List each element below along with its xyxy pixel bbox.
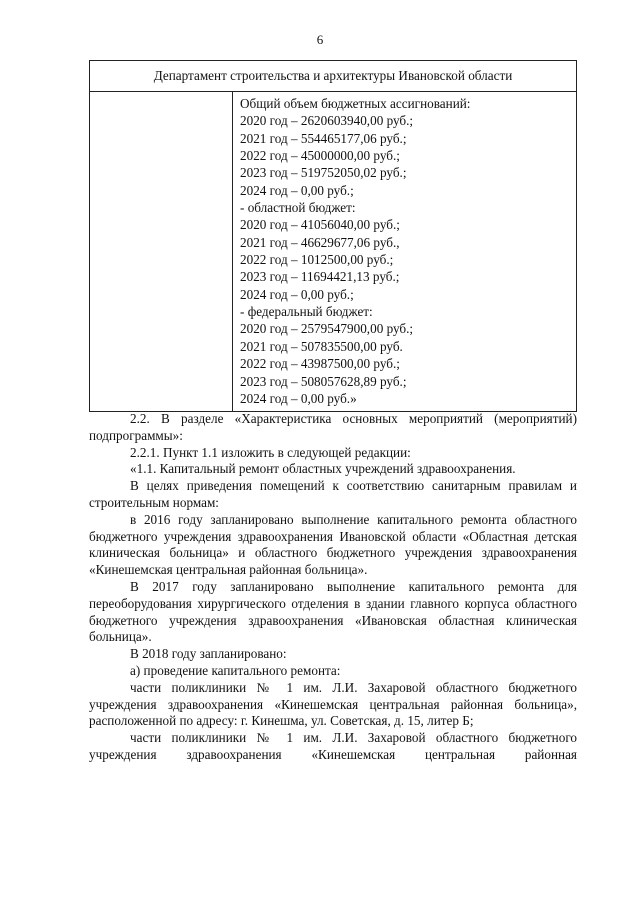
funding-line: 2023 год – 508057628,89 руб.; <box>240 373 407 389</box>
funding-line: 2020 год – 41056040,00 руб.; <box>240 217 400 233</box>
funding-line: 2021 год – 507835500,00 руб. <box>240 338 403 354</box>
funding-line: 2024 год – 0,00 руб.» <box>240 390 357 406</box>
paragraph: в 2016 году запланировано выполнение капитального ремонта областного бюджетного учреждения здравоохранения Ивановской области «Областная детская клиническая больница» и областного бюджетного учреждения здравоохранения «Кинешемская центральная районная больница». <box>89 511 577 578</box>
paragraph: части поликлиники № 1 им. Л.И. Захаровой областного бюджетного учреждения здравоохранения «Кинешемская центральная районная больница», расположенной по адресу: г. Кинешма, ул. Советская, д. 15, литер Б; <box>89 679 577 729</box>
funding-table <box>89 60 577 412</box>
paragraph: 2.2.1. Пункт 1.1 изложить в следующей редакции: <box>130 444 411 460</box>
table-header-row <box>90 61 577 92</box>
funding-line: 2024 год – 0,00 руб.; <box>240 286 354 302</box>
funding-line: 2023 год – 519752050,02 руб.; <box>240 165 407 181</box>
funding-line: - федеральный бюджет: <box>240 304 373 320</box>
funding-line: 2020 год – 2579547900,00 руб.; <box>240 321 414 337</box>
empty-label-cell <box>90 92 233 412</box>
funding-line: 2022 год – 1012500,00 руб.; <box>240 252 394 268</box>
table-funding-row <box>90 92 577 412</box>
paragraph: В 2017 году запланировано выполнение капитального ремонта для переоборудования хирургического отделения в здании главного корпуса областного бюджетного учреждения здравоохранения «Ивановская областная клиническая больница». <box>89 578 577 645</box>
funding-line: Общий объем бюджетных ассигнований: <box>240 96 471 111</box>
funding-line: 2023 год – 11694421,13 руб.; <box>240 269 400 285</box>
department-header: Департамент строительства и архитектуры Ивановской области <box>90 61 577 92</box>
page-number: 6 <box>316 32 324 47</box>
paragraph: 2.2. В разделе «Характеристика основных мероприятий (мероприятий) подпрограммы»: <box>89 411 577 443</box>
funding-line: 2020 год – 2620603940,00 руб.; <box>240 113 414 129</box>
funding-line: 2024 год – 0,00 руб.; <box>240 182 354 198</box>
paragraph: «1.1. Капитальный ремонт областных учреждений здравоохранения. <box>130 461 516 477</box>
paragraph: В целях приведения помещений к соответствию санитарным правилам и строительным нормам: <box>89 478 577 510</box>
document-body <box>89 411 577 764</box>
funding-line: 2022 год – 43987500,00 руб.; <box>240 356 400 372</box>
funding-line: 2021 год – 46629677,06 руб., <box>240 234 400 250</box>
funding-line: 2021 год – 554465177,06 руб.; <box>240 130 407 146</box>
paragraph: а) проведение капитального ремонта: <box>130 662 341 678</box>
funding-line: - областной бюджет: <box>240 200 356 216</box>
paragraph: В 2018 году запланировано: <box>130 646 287 662</box>
funding-line: 2022 год – 45000000,00 руб.; <box>240 148 400 164</box>
paragraph: части поликлиники № 1 им. Л.И. Захаровой областного бюджетного учреждения здравоохранения «Кинешемская центральная районная <box>89 730 577 762</box>
funding-cell <box>233 92 577 412</box>
